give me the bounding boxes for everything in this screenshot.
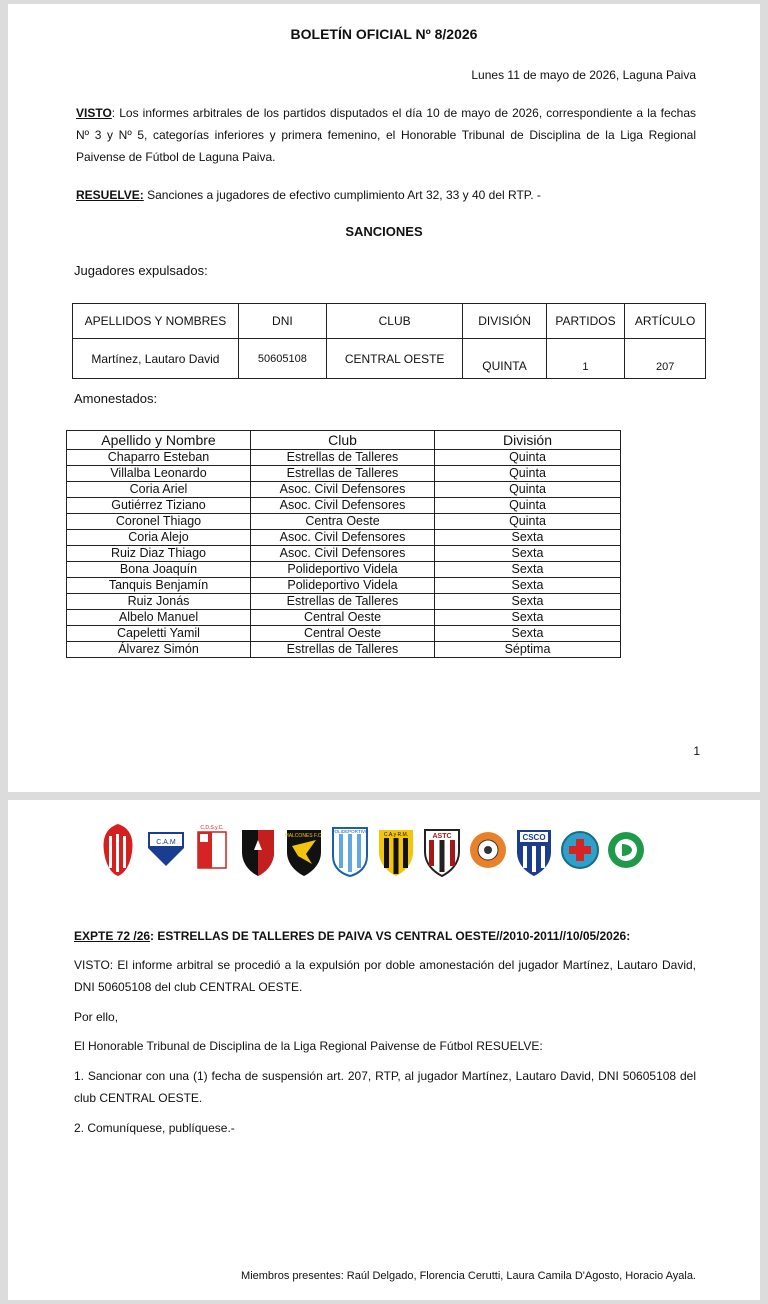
tribunal-resuelve-text: El Honorable Tribunal de Disciplina de la Liga Regional Paivense de Fútbol RESUELVE:: [74, 1039, 543, 1053]
table-cell: Sexta: [435, 594, 621, 610]
table-cell: Asoc. Civil Defensores: [251, 530, 435, 546]
table-cell: Álvarez Simón: [67, 642, 251, 658]
header-cell: CLUB: [326, 304, 463, 339]
resuelve-paragraph: [76, 184, 696, 206]
header-cell: ARTÍCULO: [625, 304, 706, 339]
table-cell: Gutiérrez Tiziano: [67, 498, 251, 514]
table-cell: Polideportivo Videla: [251, 578, 435, 594]
resuelve-text: Sanciones a jugadores de efectivo cumplimiento Art 32, 33 y 40 del RTP. -: [143, 188, 541, 202]
club-crest-red-white-icon: [98, 822, 138, 878]
table-cell: Sexta: [435, 530, 621, 546]
expulsados-label: Jugadores expulsados:: [74, 263, 208, 278]
table-cell: Quinta: [435, 482, 621, 498]
header-cell: Apellido y Nombre: [67, 431, 251, 450]
document-page-2: [8, 800, 760, 1300]
table-cell: Martínez, Lautaro David: [73, 339, 239, 379]
table-cell: Asoc. Civil Defensores: [251, 546, 435, 562]
halcones-crest-icon: [284, 822, 324, 878]
table-cell: Quinta: [435, 466, 621, 482]
logo-text: C.A.M: [156, 839, 176, 846]
visto-text: : Los informes arbitrales de los partidos disputados el día 10 de mayo de 2026, correspondiente a la fechas Nº 3 y Nº 5, categorías inferiores y primera femenino, el Honorable Tribunal de Disciplina de la Liga Regional Paivense de Fútbol de Laguna Paiva.: [76, 106, 696, 164]
logo-text: POLIDEPORTIVO: [331, 829, 369, 834]
table-cell: Ruiz Jonás: [67, 594, 251, 610]
defensores-ball-icon: [468, 822, 508, 878]
csco-crest-icon: [514, 822, 554, 878]
header-cell: APELLIDOS Y NOMBRES: [73, 304, 239, 339]
table-cell: Central Oeste: [251, 610, 435, 626]
club-logos-row: [98, 822, 698, 882]
table-cell: Sexta: [435, 578, 621, 594]
page-number: 1: [693, 744, 700, 758]
table-cell: 1: [546, 339, 625, 379]
table-cell: Séptima: [435, 642, 621, 658]
header-cell: División: [435, 431, 621, 450]
document-page-1: [8, 4, 760, 792]
red-cross-crest-icon: [560, 822, 600, 878]
table-row: [67, 546, 621, 562]
table-row: [67, 562, 621, 578]
table-cell: Estrellas de Talleres: [251, 642, 435, 658]
table-header-row: [73, 304, 706, 339]
table-row: [67, 610, 621, 626]
astc-crest-icon: [422, 822, 462, 878]
table-cell: CENTRAL OESTE: [326, 339, 463, 379]
table-row: [67, 594, 621, 610]
logo-text: C.D.S.y.C.: [200, 825, 224, 831]
resuelve-label: RESUELVE:: [76, 188, 144, 202]
table-cell: Villalba Leonardo: [67, 466, 251, 482]
amonestados-label: Amonestados:: [74, 391, 158, 406]
table-cell: QUINTA: [463, 339, 546, 379]
table-cell: Sexta: [435, 610, 621, 626]
amonestados-body: [67, 450, 621, 658]
sanciones-heading: SANCIONES: [345, 224, 423, 239]
table-cell: Coria Alejo: [67, 530, 251, 546]
table-cell: Central Oeste: [251, 626, 435, 642]
table-row: [67, 450, 621, 466]
polideportivo-crest-icon: [330, 822, 370, 878]
logo-text: C.A.y R.M.: [383, 832, 409, 838]
header-cell: Club: [251, 431, 435, 450]
members-present: Miembros presentes: Raúl Delgado, Florencia Cerutti, Laura Camila D'Agosto, Horacio Ayala.: [241, 1270, 696, 1282]
header-cell: DIVISIÓN: [463, 304, 546, 339]
expte-heading: [74, 925, 696, 947]
ast-crest-icon: [238, 822, 278, 878]
logo-text: ASTC: [432, 833, 452, 840]
table-cell: Ruiz Diaz Thiago: [67, 546, 251, 562]
table-row: [67, 626, 621, 642]
table-cell: Bona Joaquín: [67, 562, 251, 578]
table-cell: Sexta: [435, 562, 621, 578]
table-row: [67, 530, 621, 546]
header-cell: PARTIDOS: [546, 304, 625, 339]
cdsyc-crest-icon: [192, 822, 232, 878]
table-cell: Coria Ariel: [67, 482, 251, 498]
visto-paragraph-2: VISTO: El informe arbitral se procedió a la expulsión por doble amonestación del jugador Martínez, Lautaro David, DNI 50605108 del club CENTRAL OESTE.: [74, 958, 696, 994]
visto-label: VISTO: [76, 106, 112, 120]
table-cell: Asoc. Civil Defensores: [251, 482, 435, 498]
green-circle-crest-icon: [606, 822, 646, 878]
header-cell: DNI: [238, 304, 326, 339]
expte-label: EXPTE 72 /26: [74, 929, 151, 943]
table-row: [67, 578, 621, 594]
table-header-row: [67, 431, 621, 450]
table-cell: Estrellas de Talleres: [251, 466, 435, 482]
expte-text: : ESTRELLAS DE TALLERES DE PAIVA VS CENTRAL OESTE//2010-2011//10/05/2026:: [150, 929, 631, 943]
table-cell: Coronel Thiago: [67, 514, 251, 530]
table-row: [67, 466, 621, 482]
table-row: [67, 514, 621, 530]
table-cell: 50605108: [238, 339, 326, 379]
table-cell: Polideportivo Videla: [251, 562, 435, 578]
table-cell: Estrellas de Talleres: [251, 594, 435, 610]
table-cell: 207: [625, 339, 706, 379]
table-cell: Chaparro Esteban: [67, 450, 251, 466]
table-cell: Sexta: [435, 546, 621, 562]
cayrm-crest-icon: [376, 822, 416, 878]
visto-paragraph: [76, 102, 696, 168]
bulletin-title: BOLETÍN OFICIAL Nº 8/2026: [290, 26, 478, 42]
table-cell: Asoc. Civil Defensores: [251, 498, 435, 514]
table-row: [73, 339, 706, 379]
table-row: [67, 482, 621, 498]
table-cell: Quinta: [435, 450, 621, 466]
logo-text: CSCO: [522, 833, 546, 842]
cam-shield-icon: [146, 822, 186, 878]
table-row: [67, 642, 621, 658]
por-ello-text: Por ello,: [74, 1010, 119, 1024]
resolution-item-1: 1. Sancionar con una (1) fecha de suspensión art. 207, RTP, al jugador Martínez, Lautaro David, DNI 50605108 del club CENTRAL OESTE.: [74, 1069, 696, 1105]
bulletin-date: Lunes 11 de mayo de 2026, Laguna Paiva: [471, 68, 696, 82]
expulsados-table: [72, 303, 706, 379]
table-cell: Estrellas de Talleres: [251, 450, 435, 466]
table-cell: Centra Oeste: [251, 514, 435, 530]
resolution-item-2: 2. Comuníquese, publíquese.-: [74, 1121, 235, 1135]
amonestados-table: [66, 430, 621, 658]
table-cell: Tanquis Benjamín: [67, 578, 251, 594]
table-cell: Capeletti Yamil: [67, 626, 251, 642]
table-cell: Quinta: [435, 514, 621, 530]
logo-text: HALCONES F.C.: [285, 833, 323, 839]
table-cell: Quinta: [435, 498, 621, 514]
table-cell: Sexta: [435, 626, 621, 642]
table-cell: Albelo Manuel: [67, 610, 251, 626]
table-row: [67, 498, 621, 514]
